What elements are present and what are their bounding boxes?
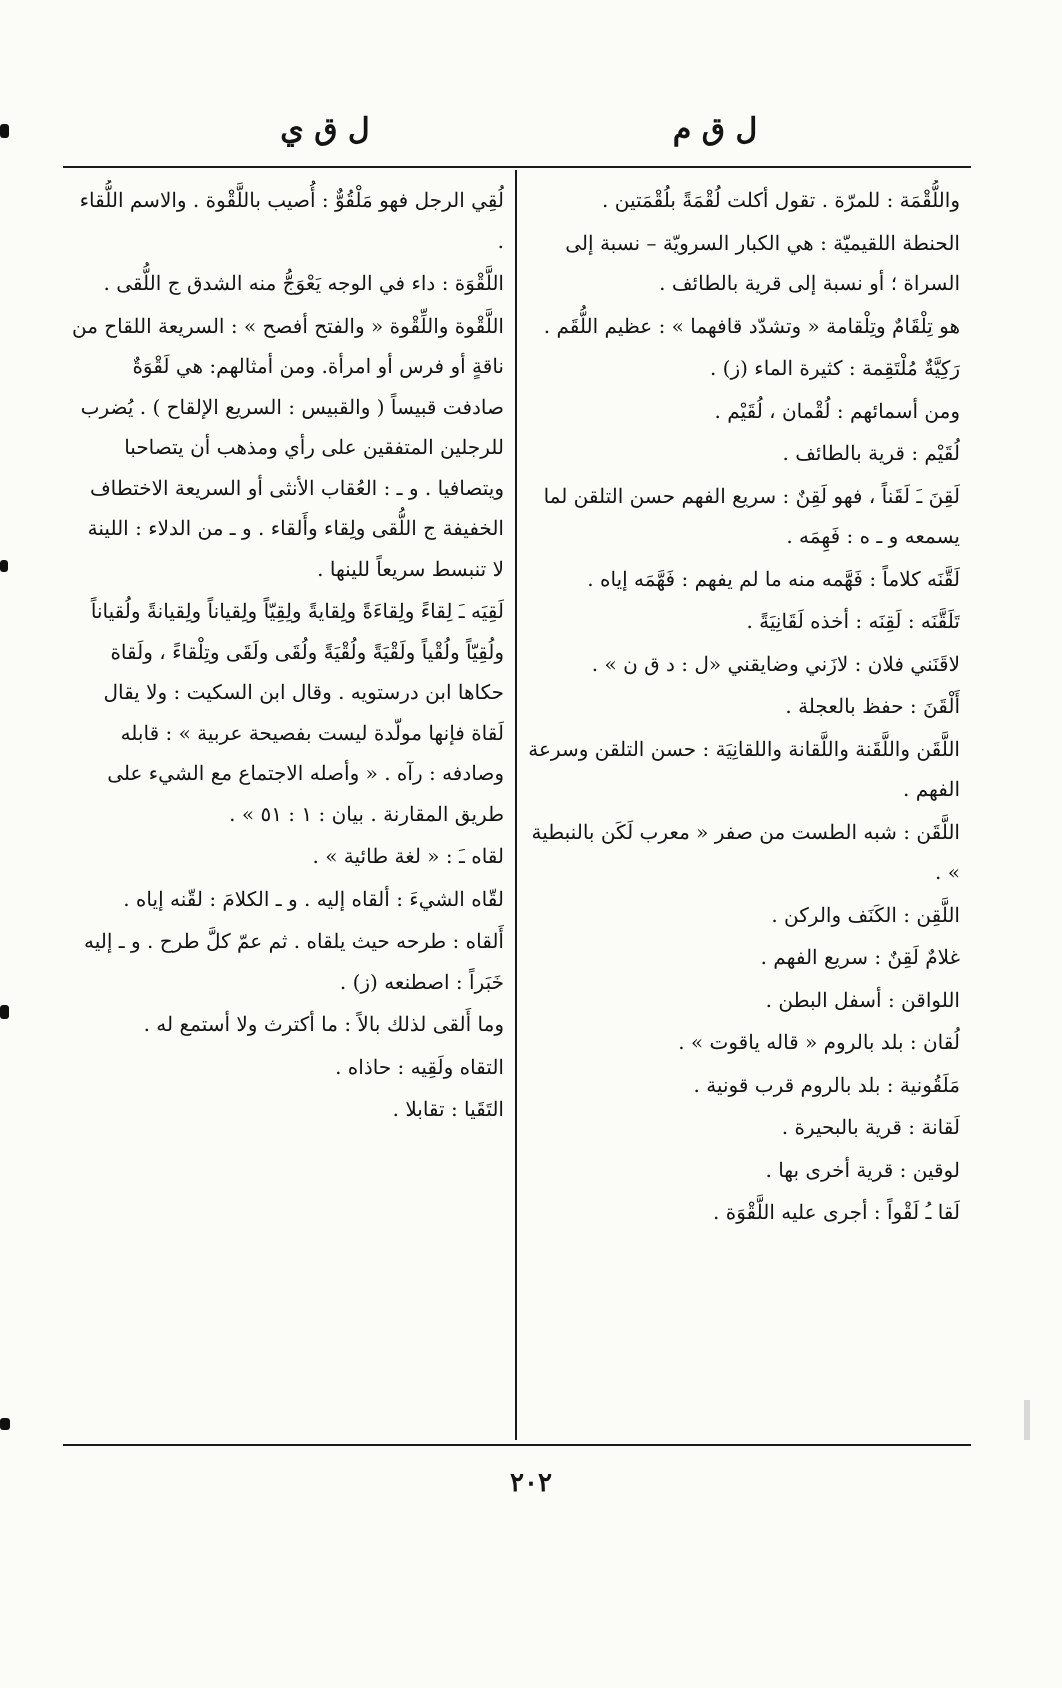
entry: لَقَّنَه كلاماً : فَهَّمه منه ما لم يفهم : فَهَّمَه إياه . (587, 566, 960, 591)
top-rule (63, 166, 971, 168)
right-column (528, 180, 960, 1442)
entry: مَلَقُونية : بلد بالروم قرب قونية . (693, 1072, 960, 1097)
scan-edge-mark (0, 560, 8, 572)
entry: هو تِلْقَامٌ وتِلْقامة « وتشدّد قافهما » : عظيم اللُّقَم . (543, 313, 960, 338)
entry: واللُّقْمَة : للمرّة . تقول أكلت لُقْمَةً بلُقْمَتين . (602, 188, 960, 212)
entry: لَقا ـُ لَقْواً : أجرى عليه اللَّقْوَة . (713, 1200, 960, 1224)
entry: لَقِنَ ـَ لَقَناً ، فهو لَقِنٌ : سريع الفهم حسن التلقن لما يسمعه و ـ ه : فَهِمَه . (543, 483, 960, 548)
entry: تَلَقَّنَه : لَقِنَه : أخذه لَقَانِيَةً . (746, 609, 960, 633)
entry: اللَّقْوة واللِّقْوة « والفتح أفصح » : السريعة اللقاح من ناقةٍ أو فرس أو امرأة. ومن أمثالهم: هي لَقْوَةٌ صادفت قبيساً ( والقبيس : السريع الإلقاح ) . يُضرب للرجلين المتفقين على رأي ومذهب أن يتصاحبا ويتصافيا . و ـ : العُقاب الأنثى أو السريعة الاختطاف الخفيفة ج اللُّقى ولِقاء وأَلقاء . و ـ من الدلاء : اللينة لا تنبسط سريعاً للينها . (71, 313, 504, 581)
entry: وما أَلقى لذلك بالاً : ما أكترث ولا أستمع له . (143, 1012, 504, 1036)
entry: لَقِيَه ـَ لِقاءً ولِقاءَةً ولِقايةً ولِقِيّاً ولِقياناً ولِقيانةً ولُقياناً ولُقِيّاً ولُقْياً ولَقْيَةً ولُقْيَةً ولُقَى ولَقَى وتِلْقاءً ، ولَقاة حكاها ابن درستويه . وقال ابن السكيت : ولا يقال لَقاة فإنها مولّدة ليست بفصيحة عربية » : قابله وصادفه : رآه . « وأصله الاجتماع مع الشيء على طريق المقارنة . بيان : ١ : ٥١ » . (90, 599, 504, 826)
entry: لُقِي الرجل فهو مَلْقُوٌّ : أُصيب باللَّقْوة . والاسم اللُّقاء . (79, 188, 504, 253)
bottom-rule (63, 1444, 971, 1446)
scan-edge-mark (0, 124, 9, 138)
entry: لَقانة : قرية بالبحيرة . (781, 1115, 960, 1139)
entry: لقاه ـَ : « لغة طائية » . (312, 844, 504, 868)
entry: اللواقن : أسفل البطن . (765, 987, 960, 1012)
entry: أَلْقَنَ : حفظ بالعجلة . (785, 694, 960, 718)
entry: لاقَنَني فلان : لازَني وضايقني «ل : د ق ن » . (591, 651, 960, 676)
entry: لُقان : بلد بالروم « قاله ياقوت » . (678, 1030, 960, 1054)
entry: التَقَيا : تقابلا . (392, 1097, 504, 1121)
running-header-right: ل ق م (672, 112, 758, 147)
entry: لُقَيْم : قرية بالطائف . (782, 441, 960, 465)
left-column (70, 180, 504, 1442)
entry: اللَّقَن واللَّقَنة واللَّقانة واللقانِيَة : حسن التلقن وسرعة الفهم . (528, 736, 960, 801)
entry: اللَّقِن : الكَنَف والركن . (771, 902, 960, 927)
column-divider (515, 170, 517, 1440)
entry: اللَّقَن : شبه الطست من صفر « معرب لَكَن بالنبطية » . (531, 819, 960, 884)
scan-edge-mark (0, 1005, 9, 1019)
entry: أَلقاه : طرحه حيث يلقاه . ثم عمّ كلَّ طرح . و ـ إليه خَبَراً : اصطنعه (ز) . (84, 929, 504, 994)
entry: التقاه ولَقِيه : حاذاه . (335, 1054, 504, 1079)
entry: لوقين : قرية أخرى بها . (765, 1157, 960, 1182)
scan-edge-mark (0, 1418, 10, 1430)
entry: الحنطة اللقيميّة : هي الكبار السرويّة – نسبة إلى السراة ؛ أو نسبة إلى قرية بالطائف . (565, 230, 960, 295)
running-header-left: ل ق ي (280, 112, 370, 147)
page-number: ٢٠٢ (510, 1468, 552, 1498)
entry: ومن أسمائهم : لُقْمان ، لُقَيْم . (714, 398, 960, 423)
entry: اللَّقْوَة : داء في الوجه يَعْوَجُّ منه الشدق ج اللُّقى . (103, 271, 504, 295)
entry: لقّاه الشيءَ : ألقاه إليه . و ـ الكلامَ : لقّنه إياه . (123, 886, 504, 911)
entry: رَكِيَّةٌ مُلْتَقِمة : كثيرة الماء (ز) . (709, 356, 960, 380)
entry: غلامٌ لَقِنٌ : سريع الفهم . (760, 945, 960, 969)
scan-noise (1024, 1400, 1030, 1440)
